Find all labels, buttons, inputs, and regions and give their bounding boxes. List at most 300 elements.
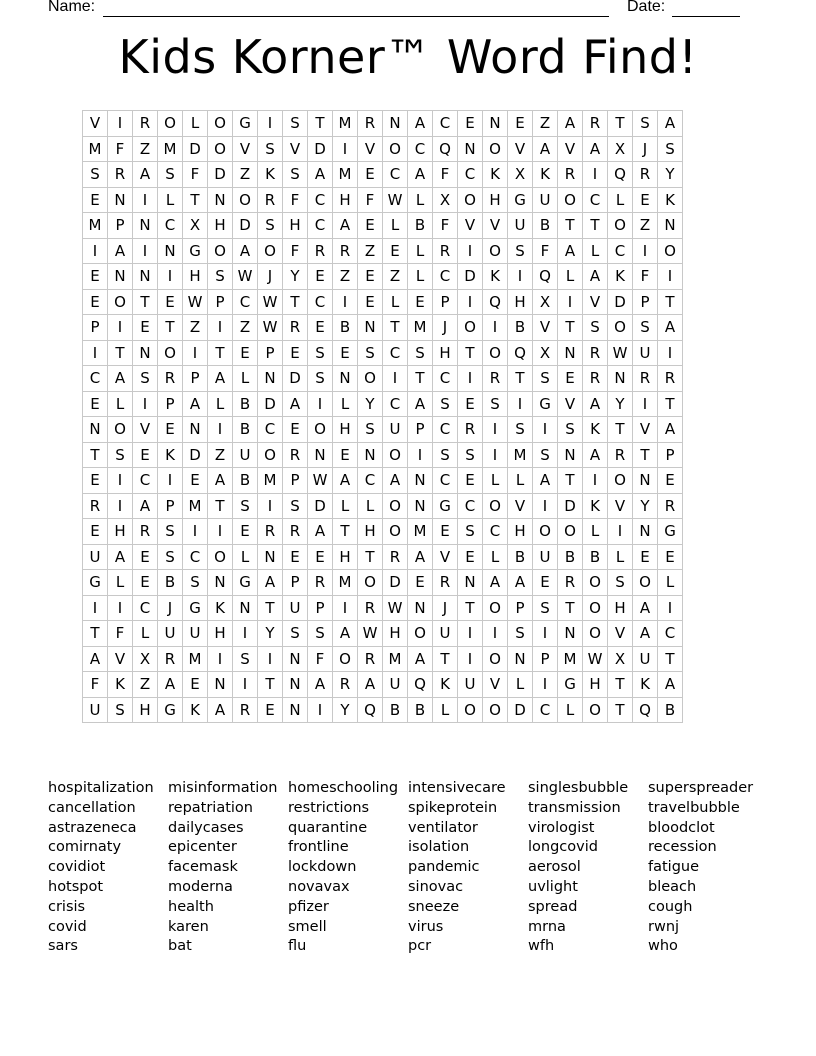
grid-cell: V xyxy=(633,417,658,443)
word-item: sneeze xyxy=(408,898,460,915)
grid-row xyxy=(83,187,683,213)
grid-cell: E xyxy=(233,519,258,545)
grid-cell: W xyxy=(258,315,283,341)
grid-cell: H xyxy=(208,213,233,239)
grid-row xyxy=(83,570,683,596)
grid-cell: C xyxy=(308,289,333,315)
grid-cell: V xyxy=(233,136,258,162)
grid-cell: O xyxy=(308,417,333,443)
grid-cell: Z xyxy=(133,136,158,162)
grid-cell: T xyxy=(308,111,333,137)
grid-cell: N xyxy=(458,570,483,596)
grid-cell: S xyxy=(158,519,183,545)
grid-cell: I xyxy=(658,340,683,366)
grid-cell: B xyxy=(408,697,433,723)
grid-cell: A xyxy=(358,672,383,698)
word-item: lockdown xyxy=(288,859,357,876)
grid-cell: O xyxy=(158,111,183,137)
grid-cell: S xyxy=(108,697,133,723)
grid-cell: V xyxy=(358,136,383,162)
grid-cell: A xyxy=(583,264,608,290)
grid-cell: U xyxy=(533,544,558,570)
word-item: bloodclot xyxy=(648,819,715,836)
word-column xyxy=(528,779,648,957)
grid-cell: D xyxy=(258,391,283,417)
grid-cell: T xyxy=(108,340,133,366)
grid-cell: J xyxy=(258,264,283,290)
grid-cell: Z xyxy=(233,162,258,188)
grid-cell: E xyxy=(308,544,333,570)
word-item: karen xyxy=(168,918,209,935)
grid-cell: C xyxy=(583,187,608,213)
grid-cell: T xyxy=(383,315,408,341)
grid-cell: U xyxy=(383,417,408,443)
word-item: cancellation xyxy=(48,799,136,816)
grid-cell: L xyxy=(508,672,533,698)
grid-cell: Q xyxy=(533,264,558,290)
word-item: quarantine xyxy=(288,819,368,836)
grid-cell: V xyxy=(83,111,108,137)
grid-cell: S xyxy=(458,442,483,468)
grid-cell: T xyxy=(658,289,683,315)
grid-cell: Y xyxy=(333,697,358,723)
grid-cell: E xyxy=(458,391,483,417)
grid-cell: M xyxy=(83,213,108,239)
grid-cell: I xyxy=(108,315,133,341)
grid-cell: M xyxy=(333,570,358,596)
grid-cell: Y xyxy=(608,391,633,417)
header xyxy=(0,0,816,20)
grid-cell: V xyxy=(283,136,308,162)
grid-cell: C xyxy=(458,162,483,188)
grid-cell: P xyxy=(633,289,658,315)
grid-cell: E xyxy=(658,544,683,570)
grid-cell: B xyxy=(233,468,258,494)
grid-cell: V xyxy=(108,646,133,672)
grid-cell: C xyxy=(383,340,408,366)
grid-cell: I xyxy=(258,493,283,519)
grid-cell: X xyxy=(433,187,458,213)
grid-cell: J xyxy=(433,595,458,621)
grid-cell: K xyxy=(108,672,133,698)
grid-cell: I xyxy=(233,672,258,698)
grid-cell: I xyxy=(108,595,133,621)
grid-cell: P xyxy=(433,289,458,315)
grid-cell: N xyxy=(383,111,408,137)
grid-cell: T xyxy=(408,366,433,392)
grid-cell: H xyxy=(358,519,383,545)
grid-cell: L xyxy=(508,468,533,494)
grid-cell: P xyxy=(283,468,308,494)
grid-cell: L xyxy=(383,213,408,239)
grid-cell: M xyxy=(408,315,433,341)
grid-cell: L xyxy=(408,187,433,213)
grid-cell: E xyxy=(358,289,383,315)
grid-cell: N xyxy=(258,544,283,570)
grid-cell: C xyxy=(258,417,283,443)
grid-cell: P xyxy=(308,595,333,621)
grid-cell: T xyxy=(258,595,283,621)
grid-cell: I xyxy=(583,162,608,188)
word-item: repatriation xyxy=(168,799,253,816)
word-item: smell xyxy=(288,918,327,935)
grid-cell: L xyxy=(108,570,133,596)
grid-cell: E xyxy=(83,289,108,315)
grid-cell: R xyxy=(283,519,308,545)
grid-cell: I xyxy=(458,238,483,264)
grid-cell: O xyxy=(458,315,483,341)
grid-cell: O xyxy=(358,570,383,596)
grid-cell: O xyxy=(358,366,383,392)
grid-cell: H xyxy=(508,289,533,315)
grid-cell: N xyxy=(283,697,308,723)
grid-cell: F xyxy=(83,672,108,698)
grid-cell: R xyxy=(283,442,308,468)
word-item: aerosol xyxy=(528,859,581,876)
grid-cell: R xyxy=(433,238,458,264)
grid-cell: U xyxy=(158,621,183,647)
grid-cell: O xyxy=(583,595,608,621)
grid-cell: H xyxy=(183,264,208,290)
grid-cell: O xyxy=(208,238,233,264)
word-column xyxy=(288,779,408,957)
grid-cell: I xyxy=(533,493,558,519)
grid-cell: I xyxy=(458,621,483,647)
grid-cell: O xyxy=(108,289,133,315)
grid-cell: G xyxy=(558,672,583,698)
grid-cell: B xyxy=(408,213,433,239)
grid-cell: O xyxy=(533,519,558,545)
grid-cell: X xyxy=(608,136,633,162)
grid-cell: I xyxy=(108,468,133,494)
grid-cell: E xyxy=(308,264,333,290)
grid-cell: N xyxy=(408,493,433,519)
grid-cell: G xyxy=(658,519,683,545)
grid-cell: E xyxy=(433,519,458,545)
grid-cell: L xyxy=(158,187,183,213)
grid-cell: S xyxy=(583,315,608,341)
grid-cell: R xyxy=(583,366,608,392)
grid-cell: O xyxy=(458,697,483,723)
grid-cell: W xyxy=(358,621,383,647)
grid-cell: R xyxy=(158,646,183,672)
grid-cell: L xyxy=(383,289,408,315)
grid-cell: C xyxy=(408,136,433,162)
grid-cell: R xyxy=(633,162,658,188)
word-item: uvlight xyxy=(528,878,578,895)
grid-row xyxy=(83,417,683,443)
grid-cell: O xyxy=(483,493,508,519)
grid-cell: T xyxy=(258,672,283,698)
grid-cell: A xyxy=(483,570,508,596)
grid-cell: B xyxy=(508,315,533,341)
grid-cell: D xyxy=(508,697,533,723)
grid-cell: C xyxy=(533,697,558,723)
grid-cell: H xyxy=(508,519,533,545)
grid-row xyxy=(83,646,683,672)
grid-cell: M xyxy=(158,136,183,162)
grid-cell: N xyxy=(358,442,383,468)
grid-cell: B xyxy=(558,544,583,570)
grid-cell: R xyxy=(258,187,283,213)
grid-cell: T xyxy=(433,646,458,672)
grid-cell: L xyxy=(558,697,583,723)
grid-cell: S xyxy=(508,238,533,264)
grid-cell: E xyxy=(158,289,183,315)
grid-cell: A xyxy=(108,238,133,264)
grid-cell: I xyxy=(83,340,108,366)
grid-cell: G xyxy=(183,595,208,621)
grid-cell: C xyxy=(383,162,408,188)
grid-cell: F xyxy=(533,238,558,264)
grid-row xyxy=(83,595,683,621)
word-item: travelbubble xyxy=(648,799,740,816)
grid-cell: L xyxy=(183,111,208,137)
grid-cell: L xyxy=(208,391,233,417)
grid-cell: W xyxy=(183,289,208,315)
grid-cell: S xyxy=(508,417,533,443)
grid-cell: O xyxy=(608,468,633,494)
grid-cell: S xyxy=(258,213,283,239)
grid-cell: I xyxy=(208,519,233,545)
grid-cell: B xyxy=(533,213,558,239)
word-item: epicenter xyxy=(168,839,237,856)
grid-cell: I xyxy=(508,391,533,417)
grid-cell: R xyxy=(658,366,683,392)
grid-cell: Q xyxy=(483,289,508,315)
grid-cell: D xyxy=(183,442,208,468)
grid-cell: K xyxy=(158,442,183,468)
grid-cell: R xyxy=(358,646,383,672)
grid-cell: U xyxy=(83,544,108,570)
grid-cell: B xyxy=(583,544,608,570)
grid-row xyxy=(83,672,683,698)
grid-cell: S xyxy=(533,366,558,392)
grid-cell: K xyxy=(583,493,608,519)
grid-cell: E xyxy=(133,442,158,468)
word-item: health xyxy=(168,898,214,915)
grid-cell: E xyxy=(383,238,408,264)
grid-cell: O xyxy=(383,442,408,468)
word-item: singlesbubble xyxy=(528,780,629,796)
grid-cell: C xyxy=(183,544,208,570)
grid-cell: S xyxy=(658,136,683,162)
page-title: Kids Korner™ Word Find! xyxy=(118,30,698,84)
grid-cell: N xyxy=(408,468,433,494)
word-item: sinovac xyxy=(408,878,464,895)
grid-cell: N xyxy=(133,213,158,239)
grid-cell: L xyxy=(608,187,633,213)
grid-cell: E xyxy=(508,111,533,137)
grid-cell: O xyxy=(208,136,233,162)
grid-cell: C xyxy=(458,493,483,519)
word-item: misinformation xyxy=(168,780,278,796)
word-item: sars xyxy=(48,938,78,955)
grid-cell: O xyxy=(608,213,633,239)
grid-cell: Z xyxy=(633,213,658,239)
grid-cell: E xyxy=(283,544,308,570)
grid-cell: N xyxy=(408,595,433,621)
grid-cell: W xyxy=(383,595,408,621)
grid-cell: F xyxy=(633,264,658,290)
grid-cell: R xyxy=(433,570,458,596)
grid-cell: T xyxy=(358,544,383,570)
grid-cell: H xyxy=(608,595,633,621)
grid-cell: K xyxy=(633,672,658,698)
grid-cell: A xyxy=(408,111,433,137)
grid-cell: P xyxy=(408,417,433,443)
grid-cell: N xyxy=(258,366,283,392)
grid-cell: G xyxy=(433,493,458,519)
grid-cell: A xyxy=(658,417,683,443)
grid-cell: L xyxy=(233,544,258,570)
grid-cell: R xyxy=(458,417,483,443)
grid-cell: S xyxy=(108,442,133,468)
word-item: fatigue xyxy=(648,859,700,876)
grid-cell: K xyxy=(483,162,508,188)
grid-cell: N xyxy=(108,264,133,290)
grid-cell: E xyxy=(458,544,483,570)
grid-cell: K xyxy=(658,187,683,213)
grid-cell: M xyxy=(558,646,583,672)
grid-cell: P xyxy=(183,366,208,392)
grid-cell: H xyxy=(333,187,358,213)
grid-cell: U xyxy=(458,672,483,698)
grid-cell: A xyxy=(133,162,158,188)
grid-cell: T xyxy=(558,468,583,494)
grid-cell: T xyxy=(333,519,358,545)
grid-cell: R xyxy=(233,697,258,723)
grid-cell: A xyxy=(408,162,433,188)
grid-cell: J xyxy=(433,315,458,341)
grid-cell: S xyxy=(233,646,258,672)
grid-cell: S xyxy=(183,570,208,596)
grid-cell: L xyxy=(408,264,433,290)
grid-cell: V xyxy=(483,672,508,698)
grid-cell: N xyxy=(608,366,633,392)
grid-cell: E xyxy=(358,264,383,290)
grid-cell: A xyxy=(208,468,233,494)
grid-cell: C xyxy=(233,289,258,315)
grid-cell: O xyxy=(583,697,608,723)
grid-cell: A xyxy=(533,136,558,162)
grid-cell: I xyxy=(383,366,408,392)
grid-cell: C xyxy=(483,519,508,545)
grid-cell: E xyxy=(233,340,258,366)
grid-cell: N xyxy=(233,595,258,621)
grid-cell: I xyxy=(208,315,233,341)
grid-cell: E xyxy=(183,672,208,698)
word-item: superspreader xyxy=(648,780,754,796)
grid-cell: V xyxy=(608,621,633,647)
name-line xyxy=(103,16,609,17)
grid-cell: O xyxy=(483,646,508,672)
grid-cell: D xyxy=(458,264,483,290)
grid-cell: L xyxy=(133,621,158,647)
grid-cell: I xyxy=(458,366,483,392)
grid-cell: C xyxy=(433,366,458,392)
grid-cell: R xyxy=(158,366,183,392)
grid-cell: Q xyxy=(433,136,458,162)
grid-cell: E xyxy=(283,340,308,366)
grid-cell: T xyxy=(608,672,633,698)
grid-cell: E xyxy=(533,570,558,596)
word-item: moderna xyxy=(168,878,233,895)
grid-cell: R xyxy=(658,493,683,519)
grid-cell: N xyxy=(158,238,183,264)
grid-cell: C xyxy=(383,391,408,417)
grid-cell: I xyxy=(308,391,333,417)
grid-cell: C xyxy=(433,417,458,443)
grid-cell: O xyxy=(108,417,133,443)
grid-cell: M xyxy=(333,162,358,188)
grid-cell: H xyxy=(133,697,158,723)
grid-cell: O xyxy=(208,111,233,137)
grid-cell: S xyxy=(433,442,458,468)
grid-cell: V xyxy=(508,493,533,519)
grid-cell: A xyxy=(583,391,608,417)
grid-cell: V xyxy=(558,136,583,162)
grid-cell: A xyxy=(558,238,583,264)
grid-cell: P xyxy=(158,493,183,519)
grid-cell: Y xyxy=(633,493,658,519)
grid-cell: S xyxy=(358,340,383,366)
grid-cell: E xyxy=(358,162,383,188)
grid-cell: C xyxy=(308,213,333,239)
grid-row xyxy=(83,264,683,290)
grid-cell: K xyxy=(183,697,208,723)
grid-cell: F xyxy=(183,162,208,188)
grid-cell: S xyxy=(308,366,333,392)
grid-cell: N xyxy=(108,187,133,213)
grid-cell: R xyxy=(133,519,158,545)
grid-cell: A xyxy=(333,213,358,239)
grid-cell: I xyxy=(108,111,133,137)
grid-cell: S xyxy=(508,621,533,647)
grid-cell: H xyxy=(583,672,608,698)
grid-cell: I xyxy=(183,340,208,366)
grid-cell: A xyxy=(133,493,158,519)
grid-cell: P xyxy=(508,595,533,621)
grid-cell: N xyxy=(358,315,383,341)
grid-row xyxy=(83,366,683,392)
grid-cell: V xyxy=(608,493,633,519)
grid-cell: H xyxy=(283,213,308,239)
word-column xyxy=(48,779,168,957)
grid-cell: F xyxy=(433,162,458,188)
grid-cell: I xyxy=(83,238,108,264)
grid-cell: E xyxy=(258,697,283,723)
grid-cell: S xyxy=(608,570,633,596)
grid-cell: S xyxy=(283,493,308,519)
grid-cell: S xyxy=(633,315,658,341)
grid-cell: O xyxy=(483,697,508,723)
grid-cell: T xyxy=(458,340,483,366)
grid-row xyxy=(83,493,683,519)
grid-cell: A xyxy=(308,672,333,698)
grid-cell: N xyxy=(333,366,358,392)
grid-row xyxy=(83,621,683,647)
grid-cell: O xyxy=(483,238,508,264)
grid-row xyxy=(83,238,683,264)
grid-cell: P xyxy=(158,391,183,417)
grid-cell: N xyxy=(133,264,158,290)
grid-cell: C xyxy=(433,264,458,290)
grid-cell: D xyxy=(208,162,233,188)
grid-cell: L xyxy=(233,366,258,392)
grid-cell: H xyxy=(208,621,233,647)
grid-cell: Y xyxy=(283,264,308,290)
